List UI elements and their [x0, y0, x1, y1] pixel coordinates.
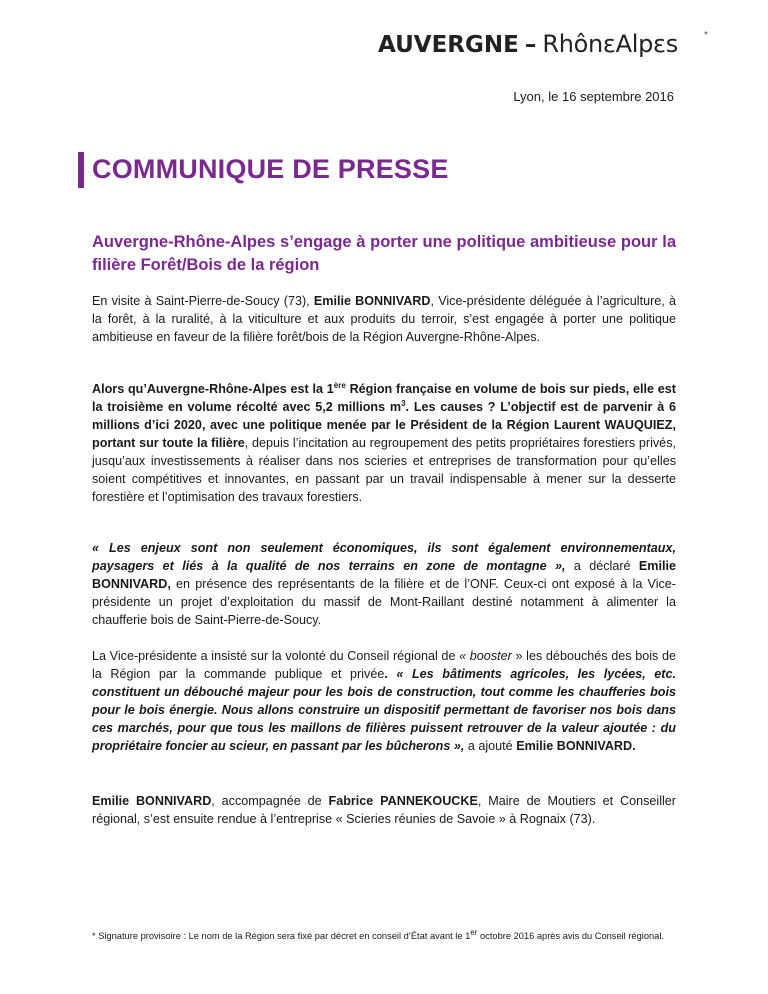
text: a déclaré — [565, 559, 639, 573]
text: en présence des représentants de la filière et de l’ONF. Ceux-ci ont exposé à la Vice-présidente un projet d’exploitation du massif de Mont-Raillant destiné notamment à alimenter la chaufferie bois de Saint-Pierre-de-Soucy. — [92, 577, 676, 627]
paragraph-visit — [92, 792, 676, 828]
person-name: Emilie BONNIVARD — [92, 794, 212, 808]
text: , accompagnée de — [211, 794, 329, 808]
quote: « Les bâtiments agricoles, les lycées, etc. constituent un débouché majeur pour les bois de construction, tout comme les chaufferies bois pour le bois énergie. Nous allons construire un dispositif permettant de favoriser nos bois dans ces marchés, pour que tous les maillons de filières puissent retrouver de la valeur ajoutée : du propriétaire foncier au scieur, en passant par les bûcherons », — [92, 667, 676, 753]
person-name: Fabrice PANNEKOUCKE — [328, 794, 478, 808]
text: Alors qu’Auvergne-Rhône-Alpes est la 1 — [92, 382, 334, 396]
superscript: 3 — [401, 398, 406, 408]
text: » les débouchés des bois de la Région par la commande publique et privée — [92, 649, 676, 681]
text: La Vice-présidente a insisté sur la volonté du Conseil régional de — [92, 649, 460, 663]
text: . — [384, 667, 397, 681]
text: En visite à Saint-Pierre-de-Soucy (73), — [92, 294, 314, 308]
region-logo — [378, 30, 678, 66]
text: a ajouté — [464, 739, 517, 753]
superscript: ère — [333, 380, 346, 390]
text: , Maire de Moutiers et Conseiller régional, s’est ensuite rendue à l’entreprise « Scieries réunies de Savoie » à Rognaix (73). — [92, 794, 676, 826]
logo-auvergne: AUVERGNE — [378, 32, 519, 58]
person-name: Emilie BONNIVARD — [313, 294, 431, 308]
logo-dash: – — [524, 32, 537, 58]
logo-footnote-marker: * — [704, 30, 708, 41]
title-accent-bar — [78, 152, 84, 188]
text: * Signature provisoire : Le nom de la Région sera fixé par décret en conseil d’État avant le 1 — [92, 931, 471, 941]
italic-word: « booster — [459, 649, 512, 663]
text: Région française en volume de bois sur pieds, elle est la troisième en volume récolté avec 5,2 millions m — [92, 382, 676, 414]
text: , Vice-présidente déléguée à l’agriculture, à la forêt, à la ruralité, à la viticulture et aux produits du terroir, s’est engagée à porter une politique ambitieuse en faveur de la filière forêt/bois de la Région Auvergne-Rhône-Alpes. — [92, 294, 676, 344]
paragraph-intro — [92, 292, 676, 346]
person-name: Emilie BONNIVARD. — [516, 739, 636, 753]
headline: Auvergne-Rhône-Alpes s’engage à porter une politique ambitieuse pour la filière Forêt/Bois de la région — [92, 233, 676, 274]
footnote — [92, 929, 676, 943]
paragraph-quote — [92, 539, 676, 629]
superscript: er — [470, 927, 478, 937]
text: , depuis l’incitation au regroupement des petits propriétaires forestiers privés, jusqu’aux investissements à réaliser dans nos scieries et entreprises de transformation pour qu’elles soient compétitives et innovantes, en passant par un travail indispensable à mener sur la desserte forestière et l’optimisation des travaux forestiers. — [92, 436, 676, 504]
text: octobre 2016 après avis du Conseil régional. — [477, 931, 664, 941]
person-name: Emilie BONNIVARD, — [92, 559, 676, 591]
text: . Les causes ? L’objectif est de parvenir à 6 millions d’ici 2020, avec une politique menée par le Président de la Région Laurent WAUQUIEZ, portant sur toute la filière — [92, 400, 676, 450]
quote: « Les enjeux sont non seulement économiques, ils sont également environnementaux, paysagers et liés à la qualité de nos terrains en zone de montagne », — [92, 541, 676, 573]
logo-rhone-alpes: RhônεAlpεs — [542, 30, 678, 58]
paragraph-context — [92, 380, 676, 506]
paragraph-booster — [92, 647, 676, 755]
page-title: COMMUNIQUE DE PRESSE — [92, 154, 449, 184]
date-line: Lyon, le 16 septembre 2016 — [513, 89, 674, 104]
